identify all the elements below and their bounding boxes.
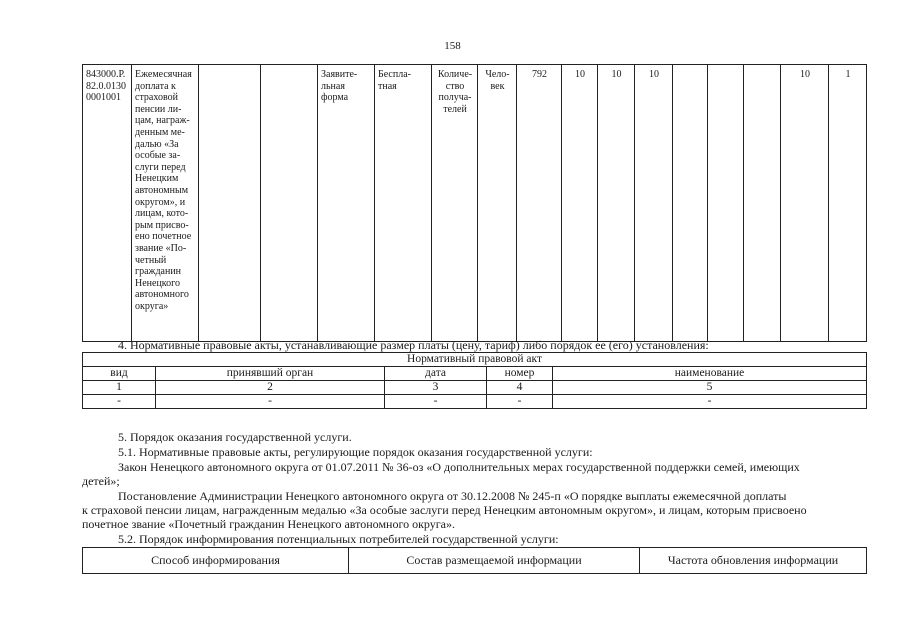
service-indicators-table [82, 64, 867, 342]
form-cell: Заявите- льная форма [318, 65, 375, 342]
value-cell: 10 [635, 65, 673, 342]
table-cell: - [487, 395, 553, 409]
value-cell: 10 [562, 65, 598, 342]
column-header: номер [487, 367, 553, 381]
section-4-heading: 4. Нормативные правовые акты, устанавливающие размер платы (цену, тариф) либо порядок ее (его) установления: [118, 338, 709, 352]
table-row [83, 381, 867, 395]
page-number: 158 [444, 40, 461, 52]
column-number: 5 [553, 381, 867, 395]
column-header: вид [83, 367, 156, 381]
section-5-1-heading: 5.1. Нормативные правовые акты, регулирующие порядок оказания государственной услуги: [118, 445, 593, 459]
empty-cell [744, 65, 781, 342]
registry-number-cell: 843000.Р. 82.0.0130 0001001 [83, 65, 132, 342]
table-cell: - [385, 395, 487, 409]
deviation-absolute-cell: 1 [829, 65, 867, 342]
column-number: 4 [487, 381, 553, 395]
column-header: дата [385, 367, 487, 381]
table-cell: - [83, 395, 156, 409]
group-header: Нормативный правовой акт [83, 353, 867, 367]
column-number: 2 [156, 381, 385, 395]
table-cell: - [156, 395, 385, 409]
legal-acts-table [82, 352, 867, 409]
section-5-2-heading: 5.2. Порядок информирования потенциальных потребителей государственной услуги: [118, 532, 559, 546]
section-5-heading: 5. Порядок оказания государственной услуги. [118, 430, 352, 444]
informing-table [82, 547, 867, 574]
indicator-name-cell: Количе- ство получа- телей [432, 65, 478, 342]
empty-cell [199, 65, 261, 342]
empty-cell [261, 65, 318, 342]
decree-text-line-1: Постановление Администрации Ненецкого автономного округа от 30.12.2008 № 245-п «О порядке выплаты ежемесячной доплаты [118, 489, 787, 503]
column-header: принявший орган [156, 367, 385, 381]
payment-cell: Беспла- тная [375, 65, 432, 342]
table-header-row [83, 367, 867, 381]
empty-cell [673, 65, 708, 342]
table-cell: - [553, 395, 867, 409]
table-header-row [83, 353, 867, 367]
table-header-row [83, 548, 867, 574]
column-header: Способ информирования [83, 548, 349, 574]
deviation-percent-cell: 10 [781, 65, 829, 342]
column-number: 1 [83, 381, 156, 395]
column-header: наименование [553, 367, 867, 381]
column-number: 3 [385, 381, 487, 395]
unit-cell: Чело- век [478, 65, 517, 342]
law-text-line-1: Закон Ненецкого автономного округа от 01.07.2011 № 36-оз «О дополнительных мерах государственной поддержки семей, имеющих [118, 460, 800, 474]
column-header: Состав размещаемой информации [349, 548, 640, 574]
service-content-cell: Ежемесячная доплата к страховой пенсии ли- цам, награж- денным ме- далью «За особые за- слуги перед Ненецким автономным округом», и лицам, кото- рым присво- ено почетное звание «По- четный гражданин Ненецкого автономного округа» [132, 65, 199, 342]
decree-text-line-2: к страховой пенсии лицам, награжденным медалью «За особые заслуги перед Ненецким автономным округом», и лицам, которым присвоено [82, 503, 807, 517]
okei-code-cell: 792 [517, 65, 562, 342]
value-cell: 10 [598, 65, 635, 342]
table-row [83, 395, 867, 409]
law-text-line-2: детей»; [82, 474, 120, 488]
column-header: Частота обновления информации [640, 548, 867, 574]
empty-cell [708, 65, 744, 342]
decree-text-line-3: почетное звание «Почетный гражданин Ненецкого автономного округа». [82, 517, 455, 531]
table-row [83, 65, 867, 342]
